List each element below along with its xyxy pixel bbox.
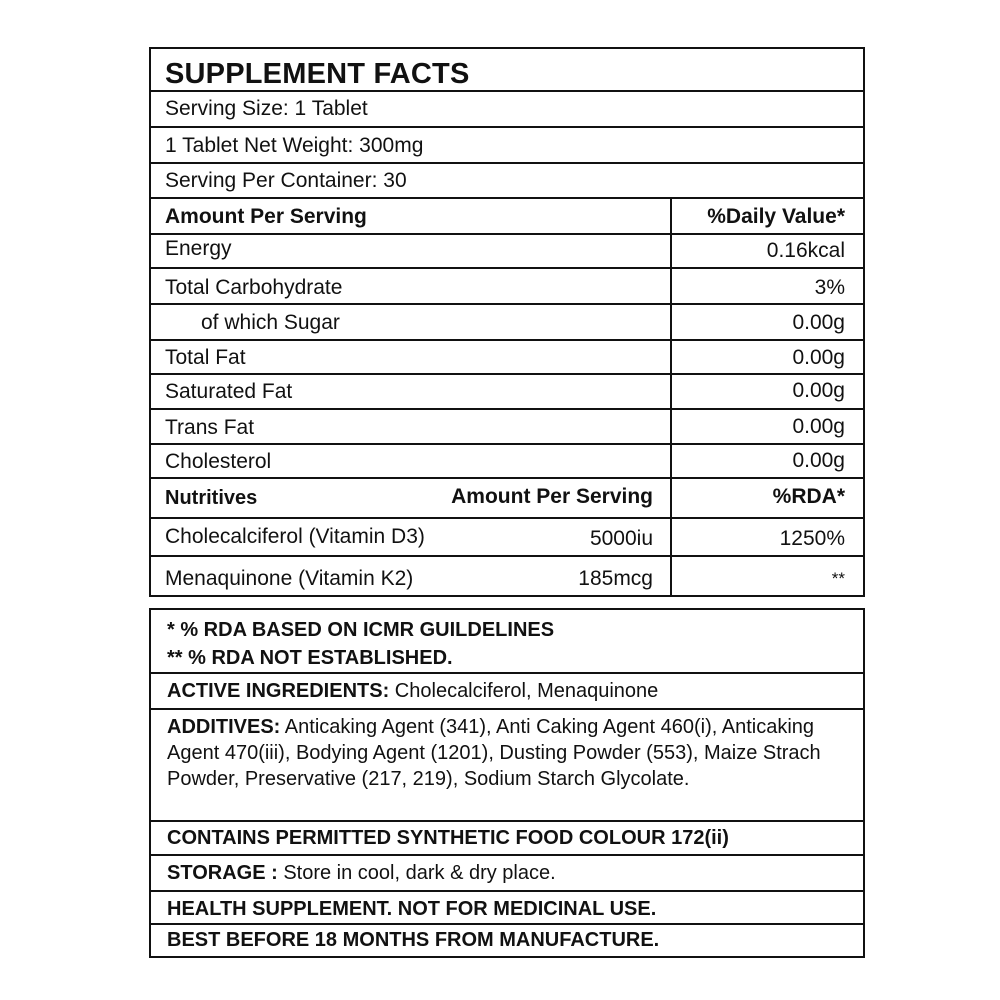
active-ingredients-label: ACTIVE INGREDIENTS: <box>167 680 390 702</box>
title-row <box>151 49 863 92</box>
nutrient-label: Energy <box>165 237 232 260</box>
nutritive-label: Cholecalciferol (Vitamin D3) <box>165 525 425 548</box>
nutritive-rda: ** <box>831 569 845 588</box>
nutrient-value: 0.16kcal <box>766 239 845 262</box>
nutrient-value: 0.00g <box>792 449 845 472</box>
storage-row <box>151 856 863 892</box>
additives-value: Anticaking Agent (341), Anti Caking Agent 460(i), Anticaking Agent 470(iii), Bodying Agent (1201), Dusting Powder (553), Maize Strach Powder, Preservative (217, 219), Sodium Starch Glycolate. <box>167 716 821 790</box>
additives-row <box>151 710 863 822</box>
storage <box>167 862 556 885</box>
storage-label: STORAGE : <box>167 862 278 884</box>
nutritives-amount-header: Amount Per Serving <box>451 485 653 508</box>
food-colour-statement: CONTAINS PERMITTED SYNTHETIC FOOD COLOUR 172(ii) <box>167 827 729 849</box>
additives <box>167 714 853 792</box>
nutrient-value: 0.00g <box>792 311 845 334</box>
active-ingredients-value: Cholecalciferol, Menaquinone <box>389 680 659 702</box>
rda-note-icmr: * % RDA BASED ON ICMR GUILDELINES <box>167 619 555 641</box>
rda-note-not-established: ** % RDA NOT ESTABLISHED. <box>167 647 453 669</box>
nutritive-label: Menaquinone (Vitamin K2) <box>165 567 414 590</box>
nutritive-amount: 185mcg <box>578 567 653 590</box>
active-ingredients <box>167 680 658 703</box>
nutritive-amount: 5000iu <box>589 527 653 550</box>
supplement-facts-table <box>149 47 865 597</box>
nutrient-value: 0.00g <box>792 346 845 369</box>
best-before-statement: BEST BEFORE 18 MONTHS FROM MANUFACTURE. <box>167 929 660 951</box>
nutrient-row <box>151 375 863 410</box>
nutritive-rda: 1250% <box>779 527 845 550</box>
label-info-box <box>149 608 865 958</box>
nutritives-header: Nutritives <box>165 487 258 509</box>
health-supplement-statement: HEALTH SUPPLEMENT. NOT FOR MEDICINAL USE. <box>167 898 657 920</box>
active-ingredients-row <box>151 674 863 710</box>
storage-value: Store in cool, dark & dry place. <box>277 862 556 884</box>
servings-per-container: Serving Per Container: 30 <box>165 169 407 192</box>
nutrient-label: of which Sugar <box>201 311 340 334</box>
nutrient-label: Saturated Fat <box>165 380 293 403</box>
nutrient-row <box>151 341 863 375</box>
servings-per-container-row <box>151 164 863 199</box>
nutrient-row <box>151 305 863 341</box>
additives-label: ADDITIVES: <box>167 716 281 738</box>
nutrient-label: Total Fat <box>165 346 246 369</box>
net-weight-row <box>151 128 863 164</box>
daily-value-header: %Daily Value* <box>707 205 845 228</box>
nutrient-label: Cholesterol <box>165 450 272 473</box>
health-row <box>151 892 863 925</box>
rda-header: %RDA* <box>772 485 845 508</box>
nutrient-value: 0.00g <box>792 415 845 438</box>
nutritive-row <box>151 557 863 595</box>
colour-row <box>151 822 863 856</box>
nutritives-header-row <box>151 479 863 519</box>
rda-notes-row <box>151 610 863 674</box>
nutrient-row <box>151 445 863 479</box>
amount-header-row <box>151 199 863 235</box>
net-weight: 1 Tablet Net Weight: 300mg <box>165 134 424 157</box>
serving-size-row <box>151 92 863 128</box>
facts-title: SUPPLEMENT FACTS <box>165 58 470 90</box>
nutritive-row <box>151 519 863 557</box>
nutrient-label: Trans Fat <box>165 416 255 439</box>
best-before-row <box>151 925 863 956</box>
nutrient-value: 0.00g <box>792 379 845 402</box>
serving-size: Serving Size: 1 Tablet <box>165 97 368 120</box>
nutrient-label: Total Carbohydrate <box>165 276 343 299</box>
nutrient-value: 3% <box>814 276 845 299</box>
nutrient-row <box>151 235 863 269</box>
nutrient-row <box>151 269 863 305</box>
nutrient-row <box>151 410 863 445</box>
amount-per-serving-header: Amount Per Serving <box>165 205 367 228</box>
